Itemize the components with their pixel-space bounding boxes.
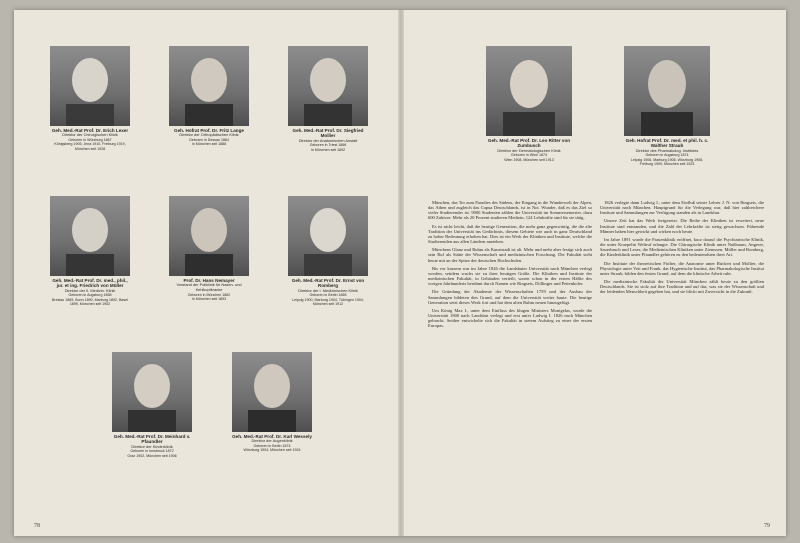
caption-name: Geh. Med.-Rat Prof. Dr. Leo Ritter von Zumbusch [487,138,571,149]
article-paragraph: Die Institute der theoretischen Fächer, die Anatomie unter Rückert und Mollier, die Physiologie unter Voit und Frank, das Hygienische Institut, das Pharmakologische Institut unter Straub, bilden den festen Grund, auf dem die klinische Arbeit ruht. [600,260,764,276]
page-number: 79 [764,523,770,529]
portrait-photo [50,46,130,126]
page-number: 78 [34,523,40,529]
portrait-wessely [232,352,312,482]
portrait-caption [169,128,249,147]
caption-name: Geh. Hofrat Prof. Dr. Fritz Lange [174,128,244,133]
caption-role: Direktor der Orthopädischen Klinik [179,132,239,138]
caption-name: Geh. Med.-Rat Prof. Dr. Karl Wessely [232,434,312,439]
right-page [404,10,786,536]
caption-born: Geboren in Triest 1866 [309,143,347,148]
article-paragraph: Bis vor kurzem war im Jahre 1826 die Landshuter Universität nach München verlegt worden, seitdem wuchs sie zu ihrer heutigen Größe. Die Kliniken und Institute der medizinischen Fakultät, in Gebäuden verteilt, waren schon in der ersten Hälfte des vorigen Jahrhunderts berühmt durch Namen wie Ringseis, Döllinger und Pettenkofer. [428,265,592,287]
magazine-spread [14,10,786,536]
article-paragraph: München, das Tor zum Paradies des Südens, der Eingang in die Wunderwelt der Alpen, das Athen und zugleich das Capua Deutschlands, ist in Not. Wunder, daß es das Ziel so vieler Studierender ist. 9000 Studenten zählen die Universität im Sommersemester, dazu 600 Zuhörer. Mehr als 20 Prozent studieren Medizin, 124 Lehrkräfte sind für sie tätig. [428,200,592,221]
portrait-straub [624,46,710,184]
portrait-caption [288,128,368,152]
caption-born: Geboren in Augsburg 1858 [68,293,112,298]
portrait-nemayer [169,196,249,318]
portrait-mollier [288,46,368,156]
caption-born: Geboren in Dessau 1864 [189,138,229,142]
caption-role: Direktor der Chirurgischen Klinik [62,132,118,138]
portrait-mueller [50,196,130,318]
caption-role: Direktor der I. Medizinischen Klinik [298,287,358,293]
caption-born: Geboren in Wien 1874 [511,153,547,158]
portrait-caption [50,278,130,307]
caption-born: Geboren in Würzburg 1867 [68,138,112,142]
article-paragraph: Die Gründung der Akademie der Wissenschaften 1759 und der Ausbau der Sammlungen bildeten den Grund, auf dem die Universität weiter baute. Die heutige Generation setzt dieses Werk fort und hat dem alten Ruhm neuen hinzugefügt. [428,289,592,305]
portrait-caption [486,138,572,162]
caption-name: Geh. Med.-Rat Prof. Dr. Ernst von Romberg [291,278,365,289]
caption-name: Geh. Hofrat Prof. Dr. med. et phil. h. c. Walther Straub [625,138,709,149]
portrait-photo [288,196,368,276]
caption-role: Direktor der Anatomischen Anstalt [298,137,358,143]
portrait-caption [624,138,710,167]
portrait-zumbusch [486,46,572,170]
caption-role: Direktor der Dermatologischen Klinik [497,147,561,153]
portrait-photo [169,196,249,276]
article-paragraph: Münchens Glanz und Ruhm als Kunststadt ist alt. Mehr und mehr aber festigt sich auch sein Ruf als Stätte der Wissenschaft und medizinischen Forschung. Die Fakultät steht heute mit an der Spitze der deutschen Hochschulen. [428,247,592,263]
caption-bio: In München seit 1893 [191,297,227,301]
portrait-lexer [50,46,130,156]
caption-bio: Leipzig 1900, Marburg 1904, Tübingen 1904, München seit 1912 [292,297,364,307]
article-paragraph: Um König Max I., unter dem Einfluss des klugen Ministers Montgelas, wurde die Universität 1800 nach Landshut verlegt und erst unter Ludwig I. 1826 nach München gebracht. Seither entwickelte sich die Fakultät in stetem Aufstieg zu einer der ersten Europas. [428,307,592,329]
caption-role: Direktor des Pharmakolog. Institutes [635,147,699,153]
article-column-2 [600,200,764,512]
caption-role: Direktor der Kinderklinik [131,443,173,449]
caption-name: Geh. Med.-Rat Prof. Dr. Siegfried Mollier [292,128,364,139]
caption-bio: Graz 1902, München seit 1906 [127,453,177,458]
caption-bio: Wien 1908, München seit 1913 [504,157,554,162]
article-paragraph: Es ist nicht leicht, daß die heutige Generation, die mehr ganz gegenwärtig, die die alte Tradition der Universität ins Gedächtnis, diesem Gebiete wie auch in ganz Deutschland zu hoher Bedeutung erhoben hat. Dies ist ein Werk der Kliniken und Institute, welche die Studierenden aus allen Ländern anziehen. [428,223,592,245]
portrait-photo [288,46,368,126]
caption-born: Geboren in Augsburg 1874 [645,153,689,158]
portrait-photo [232,352,312,432]
caption-role: Vorstand der Poliklinik für Nasen- und Kehlkopfkranke [176,282,242,292]
portrait-romberg [288,196,368,318]
portrait-photo [112,352,192,432]
portrait-photo [169,46,249,126]
portrait-caption [112,434,192,458]
caption-bio: Würzburg 1904, München seit 1924 [243,448,301,453]
caption-born: Geboren in München 1862 [187,292,231,297]
portrait-caption [169,278,249,301]
portrait-lange [169,46,249,156]
caption-bio: In München seit 1892 [310,147,346,152]
caption-bio: In München seit 1888 [191,142,227,147]
caption-bio: Königsberg 1905, Jena 1910, Freiburg 1919, München seit 1928 [54,142,126,151]
left-page [14,10,398,536]
portrait-photo [624,46,710,136]
caption-bio: Breslau 1889, Bonn 1890, Marburg 1892, Basel 1899, München seit 1902 [52,297,128,307]
caption-born: Geboren in Berlin 1865 [309,293,347,298]
caption-role: Direktor der Augenklinik [251,438,293,444]
caption-name: Prof. Dr. Hans Nemayer [183,278,235,283]
article-paragraph: Die medizinische Fakultät der Universität München zählt heute zu den größten Deutschlands. Sie ist stolz auf ihre Tradition und auf das, was sie der Wissenschaft und der leidenden Menschheit gegeben hat, und sie blickt mit Zuversicht in die Zukunft. [600,279,764,295]
caption-born: Geboren in Berlin 1874 [253,444,291,448]
article-paragraph: Im Jahre 1891 wurde die Frauenklinik eröffnet, kurz darauf die Psychiatrische Klinik, die unter Kraepelin Weltruf erlangte. Die Chirurgische Klinik unter Nußbaum, Angerer, Sauerbruch und Lexer, die Medizinischen Kliniken unter Ziemssen, Müller und Romberg, die Kinderklinik unter Pfaundler gehören zu den bedeutendsten ihrer Art. [600,236,764,258]
portrait-caption [288,278,368,307]
caption-role: Direktor der II. Medizin. Klinik [64,287,116,293]
article-paragraph: 1826 verlegte dann Ludwig I., unter dem Einfluß seiner Lehrer J. N. von Ringseis, die Universität nach München. Hauptgrund für die Verlegung war, daß hier zahlreichere Institute und Sammlungen zur Verfügung standen als in Landshut. [600,200,764,216]
caption-name: Geh. Med.-Rat Prof. Dr. Meinhard v. Pfaundler [113,434,191,445]
article-column-1 [428,200,592,512]
portrait-caption [232,434,312,453]
portrait-pfaundler [112,352,192,482]
caption-name: Geh. Med.-Rat Prof. Dr. Erich Lexer [51,128,129,133]
caption-born: Geboren in Innsbruck 1872 [130,449,174,454]
caption-name: Geh. Med.-Rat Prof. Dr. med., phil., jur. et ing. Friedrich von Müller [52,278,128,289]
portrait-photo [50,196,130,276]
caption-bio: Leipzig 1906, Marburg 1908, Würzburg 1908, Freiburg 1909, München seit 1923 [630,157,704,167]
portrait-photo [486,46,572,136]
portrait-caption [50,128,130,151]
article-paragraph: Unsere Zeit hat das Werk fortgesetzt. Die Reihe der Kliniken ist erweitert, neue Institute sind entstanden, und die Zahl der Lehrkräfte ist stetig gewachsen. Führende Männer haben hier gewirkt und wirken noch heute. [600,218,764,234]
